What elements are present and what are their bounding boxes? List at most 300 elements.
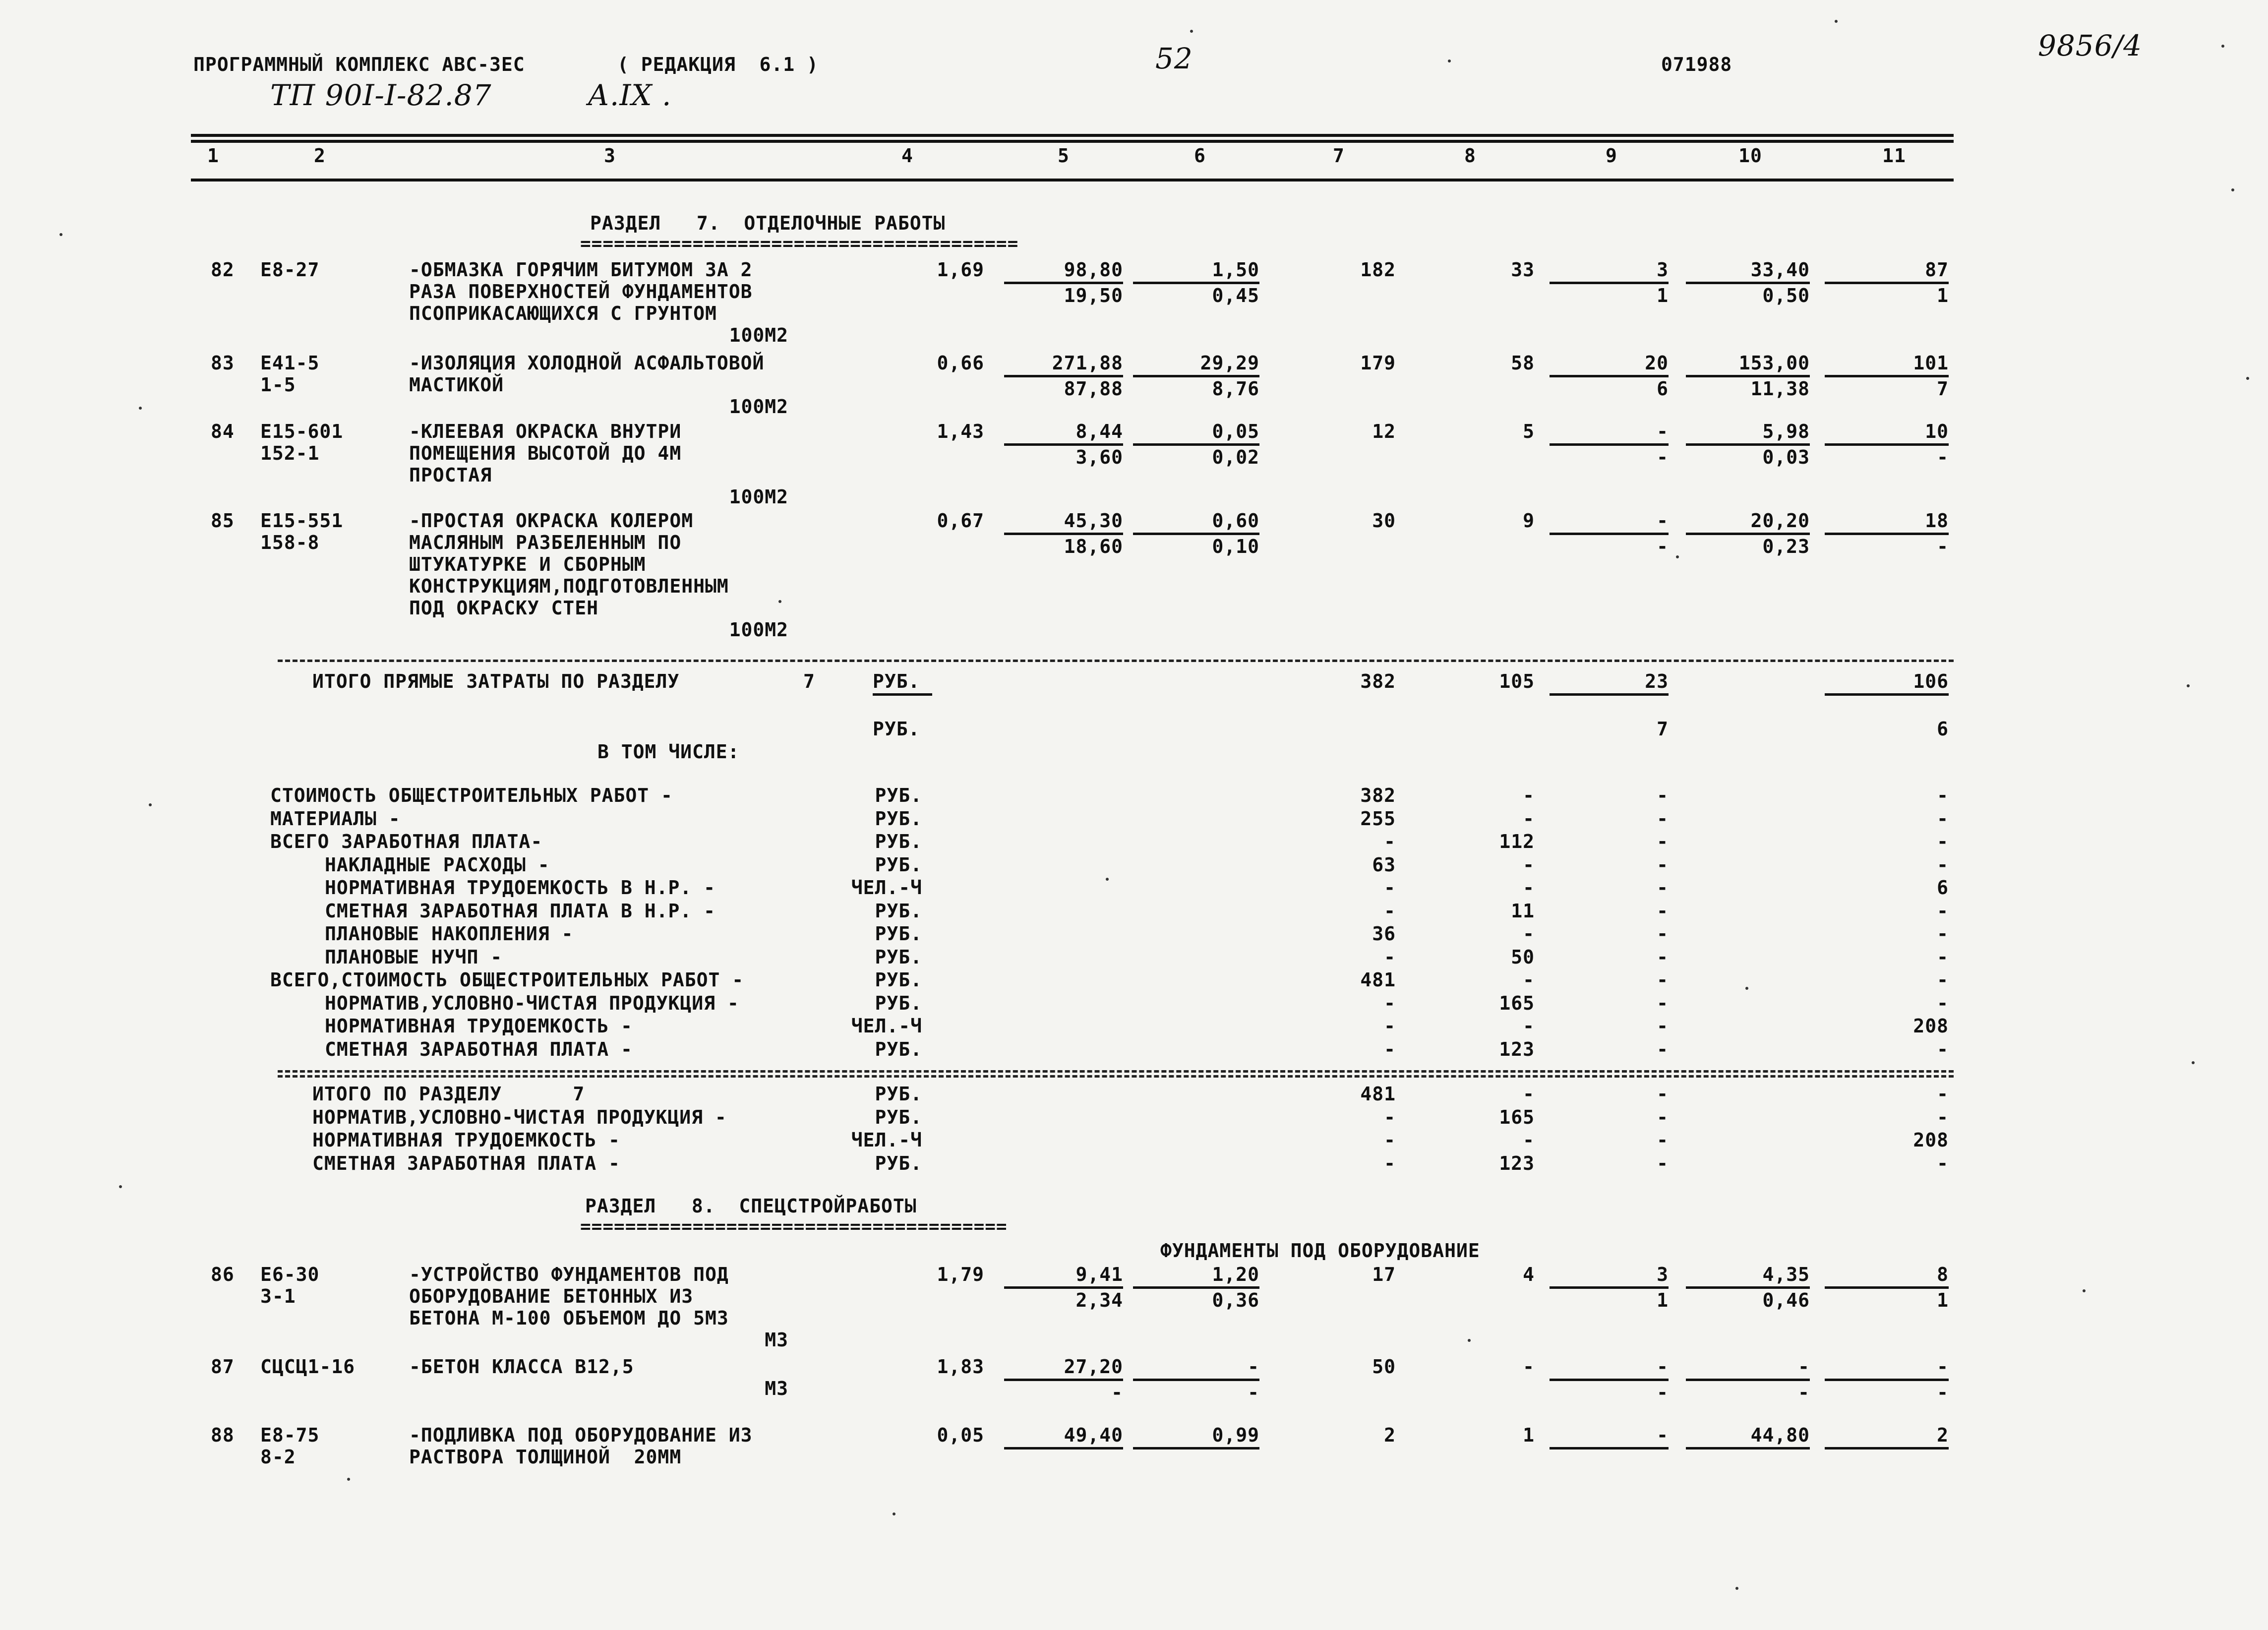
work-description: -ПОДЛИВКА ПОД ОБОРУДОВАНИЕ ИЗ xyxy=(409,1424,753,1446)
work-description: РАЗА ПОВЕРХНОСТЕЙ ФУНДАМЕНТОВ xyxy=(409,281,753,302)
value-c4: 1,69 xyxy=(937,259,984,281)
value-c7: 36 xyxy=(1372,923,1396,945)
scan-speck xyxy=(60,233,62,236)
value-c10: 44,80 xyxy=(1750,1424,1810,1446)
edition: ( РЕДАКЦИЯ 6.1 ) xyxy=(617,54,819,75)
value-c8: - xyxy=(1523,853,1535,876)
column-header: 10 xyxy=(1738,145,1762,167)
value-c8: - xyxy=(1523,923,1535,945)
itogo-direct-section: 7 xyxy=(803,670,815,692)
value-c5: 98,80 xyxy=(1064,259,1123,281)
unit: РУБ. xyxy=(875,807,922,830)
value-c8: 58 xyxy=(1511,352,1535,374)
scan-speck xyxy=(1448,60,1451,62)
value-c11: 101 xyxy=(1913,352,1949,374)
row-number: 84 xyxy=(211,421,235,442)
value-c11-sub: 1 xyxy=(1937,1289,1949,1311)
scan-speck xyxy=(1745,987,1748,990)
unit: 100М2 xyxy=(729,324,788,346)
value-c10-sub: - xyxy=(1798,1382,1810,1403)
itogo-label: ИТОГО ПО РАЗДЕЛУ 7 xyxy=(312,1083,585,1105)
value-c5: 45,30 xyxy=(1064,510,1123,532)
scan-speck xyxy=(2221,45,2224,48)
work-description: -УСТРОЙСТВО ФУНДАМЕНТОВ ПОД xyxy=(409,1264,729,1285)
scan-speck xyxy=(2192,1061,2195,1064)
value-c7: 63 xyxy=(1372,853,1396,876)
column-header: 4 xyxy=(901,145,913,167)
value-c6-sub: 0,45 xyxy=(1212,285,1259,306)
value-c9: - xyxy=(1657,969,1669,991)
value-c11: 106 xyxy=(1913,670,1949,692)
work-description: ШТУКАТУРКЕ И СБОРНЫМ xyxy=(409,553,646,575)
scan-speck xyxy=(1676,555,1679,558)
breakdown-label: СМЕТНАЯ ЗАРАБОТНАЯ ПЛАТА В Н.Р. - xyxy=(325,900,716,922)
norm-code: Е15-601 xyxy=(260,421,344,442)
value-c8: 105 xyxy=(1499,670,1535,692)
norm-code-2: 158-8 xyxy=(260,532,320,553)
work-description: РАСТВОРА ТОЛЩИНОЙ 20ММ xyxy=(409,1446,682,1468)
value-c11: - xyxy=(1937,1083,1949,1105)
unit: 100М2 xyxy=(729,396,788,418)
scan-speck xyxy=(778,600,781,603)
value-c6: 0,60 xyxy=(1212,510,1259,532)
scan-speck xyxy=(2231,188,2234,191)
column-header: 11 xyxy=(1882,145,1906,167)
value-c8: 11 xyxy=(1511,900,1535,922)
value-c11-sub: 1 xyxy=(1937,285,1949,306)
work-description: ПОМЕЩЕНИЯ ВЫСОТОЙ ДО 4М xyxy=(409,442,682,464)
value-c11: 8 xyxy=(1937,1264,1949,1285)
value-c7: - xyxy=(1384,1038,1396,1060)
value-c11: - xyxy=(1937,1038,1949,1060)
value-c10-sub: 0,46 xyxy=(1762,1289,1810,1311)
value-c9: 3 xyxy=(1657,259,1669,281)
work-description: -ОБМАЗКА ГОРЯЧИМ БИТУМОМ ЗА 2 xyxy=(409,259,753,281)
work-description: БЕТОНА М-100 ОБЪЕМОМ ДО 5М3 xyxy=(409,1307,729,1329)
value-c7: 17 xyxy=(1372,1264,1396,1285)
value-c8: 9 xyxy=(1523,510,1535,532)
value-c5: 27,20 xyxy=(1064,1356,1123,1378)
value-c9: - xyxy=(1657,1129,1669,1151)
value-c8: 50 xyxy=(1511,946,1535,968)
cell-underline xyxy=(873,693,932,696)
value-c8: 123 xyxy=(1499,1152,1535,1174)
total-rule-2 xyxy=(278,1075,1954,1078)
program-name: ПРОГРАММНЫЙ КОМПЛЕКС АВС-3ЕС xyxy=(193,54,525,75)
cell-underline xyxy=(1550,693,1669,696)
row-number: 83 xyxy=(211,352,235,374)
value-c11: - xyxy=(1937,1152,1949,1174)
cell-underline xyxy=(1133,1379,1259,1381)
value-c11-sub: 6 xyxy=(1937,718,1949,740)
column-header: 9 xyxy=(1606,145,1617,167)
breakdown-label: СМЕТНАЯ ЗАРАБОТНАЯ ПЛАТА - xyxy=(325,1038,633,1060)
value-c11: - xyxy=(1937,853,1949,876)
cell-underline xyxy=(1004,443,1123,446)
work-description: МАСТИКОЙ xyxy=(409,374,504,396)
value-c6: 1,20 xyxy=(1212,1264,1259,1285)
value-c11: 10 xyxy=(1925,421,1949,442)
value-c9: - xyxy=(1657,785,1669,806)
value-c5-sub: 3,60 xyxy=(1075,446,1123,468)
value-c8: - xyxy=(1523,969,1535,991)
column-header: 3 xyxy=(604,145,616,167)
value-c9-sub: 7 xyxy=(1657,718,1669,740)
value-c4: 1,43 xyxy=(937,421,984,442)
cell-underline xyxy=(1550,1286,1669,1289)
value-c9: 20 xyxy=(1645,352,1669,374)
value-c10: 4,35 xyxy=(1762,1264,1810,1285)
value-c7: - xyxy=(1384,946,1396,968)
value-c10-sub: 0,50 xyxy=(1762,285,1810,306)
page-number: 52 xyxy=(1155,42,1193,75)
value-c7: 382 xyxy=(1360,785,1396,806)
cell-underline xyxy=(1004,1447,1123,1449)
scan-speck xyxy=(119,1185,122,1188)
value-c9: 23 xyxy=(1645,670,1669,692)
value-c11: - xyxy=(1937,785,1949,806)
value-c5: 8,44 xyxy=(1075,421,1123,442)
value-c9-sub: - xyxy=(1657,536,1669,557)
value-c8: 1 xyxy=(1523,1424,1535,1446)
work-description: ПСОПРИКАСАЮЩИХСЯ С ГРУНТОМ xyxy=(409,302,717,324)
value-c5: 49,40 xyxy=(1064,1424,1123,1446)
unit: РУБ. xyxy=(875,923,922,945)
cell-underline xyxy=(1133,533,1259,535)
value-c11: - xyxy=(1937,831,1949,852)
value-c9: - xyxy=(1657,946,1669,968)
norm-code: Е6-30 xyxy=(260,1264,320,1285)
value-c6: 1,50 xyxy=(1212,259,1259,281)
cell-underline xyxy=(1686,282,1810,284)
unit: РУБ. xyxy=(873,670,920,692)
value-c11-sub: - xyxy=(1937,1382,1949,1403)
row-number: 88 xyxy=(211,1424,235,1446)
itogo-label: СМЕТНАЯ ЗАРАБОТНАЯ ПЛАТА - xyxy=(312,1152,620,1174)
value-c9-sub: 1 xyxy=(1657,1289,1669,1311)
unit: ЧЕЛ.-Ч xyxy=(851,877,922,899)
value-c7: 179 xyxy=(1360,352,1396,374)
value-c4: 0,05 xyxy=(937,1424,984,1446)
unit: РУБ. xyxy=(873,718,920,740)
value-c5-sub: 87,88 xyxy=(1064,378,1123,400)
unit: ЧЕЛ.-Ч xyxy=(851,1129,922,1151)
value-c11: - xyxy=(1937,807,1949,830)
value-c8: 5 xyxy=(1523,421,1535,442)
value-c7: - xyxy=(1384,1152,1396,1174)
cell-underline xyxy=(1550,1447,1669,1449)
unit: РУБ. xyxy=(875,946,922,968)
value-c7: 12 xyxy=(1372,421,1396,442)
handwritten-note: 9856/4 xyxy=(2038,29,2143,62)
value-c8: 165 xyxy=(1499,1106,1535,1128)
top-rule-2 xyxy=(191,140,1954,143)
value-c11: - xyxy=(1937,923,1949,945)
work-description: -БЕТОН КЛАССА В12,5 xyxy=(409,1356,634,1378)
cell-underline xyxy=(1825,443,1949,446)
cell-underline xyxy=(1550,282,1669,284)
value-c7: 255 xyxy=(1360,807,1396,830)
value-c11-sub: - xyxy=(1937,446,1949,468)
value-c10: 20,20 xyxy=(1750,510,1810,532)
value-c9: - xyxy=(1657,1038,1669,1060)
cell-underline xyxy=(1686,1379,1810,1381)
value-c11: 18 xyxy=(1925,510,1949,532)
value-c4: 1,83 xyxy=(937,1356,984,1378)
header-bottom-rule xyxy=(191,179,1954,181)
value-c9: - xyxy=(1657,923,1669,945)
value-c7: 30 xyxy=(1372,510,1396,532)
value-c7: - xyxy=(1384,1106,1396,1128)
value-c10: 33,40 xyxy=(1750,259,1810,281)
breakdown-label: НОРМАТИВНАЯ ТРУДОЕМКОСТЬ - xyxy=(325,1015,633,1037)
breakdown-label: ПЛАНОВЫЕ НУЧП - xyxy=(325,946,503,968)
work-description: ПОД ОКРАСКУ СТЕН xyxy=(409,597,599,619)
value-c9: - xyxy=(1657,1015,1669,1037)
value-c7: 481 xyxy=(1360,1083,1396,1105)
breakdown-label: ВСЕГО ЗАРАБОТНАЯ ПЛАТА- xyxy=(270,831,543,852)
norm-code-2: 1-5 xyxy=(260,374,296,396)
value-c11: - xyxy=(1937,900,1949,922)
value-c8: - xyxy=(1523,807,1535,830)
album-number: А.IX . xyxy=(588,78,672,112)
cell-underline xyxy=(1550,443,1669,446)
unit: РУБ. xyxy=(875,969,922,991)
cell-underline xyxy=(1825,533,1949,535)
value-c11-sub: 7 xyxy=(1937,378,1949,400)
unit: РУБ. xyxy=(875,1106,922,1128)
cell-underline xyxy=(1550,375,1669,377)
cell-underline xyxy=(1686,375,1810,377)
norm-code-2: 3-1 xyxy=(260,1285,296,1307)
value-c9: - xyxy=(1657,877,1669,899)
value-c5-sub: 18,60 xyxy=(1064,536,1123,557)
cell-underline xyxy=(1004,1379,1123,1381)
value-c11: 2 xyxy=(1937,1424,1949,1446)
value-c9: - xyxy=(1657,1083,1669,1105)
value-c7: 182 xyxy=(1360,259,1396,281)
value-c9-sub: 1 xyxy=(1657,285,1669,306)
breakdown-label: НОРМАТИВ,УСЛОВНО-ЧИСТАЯ ПРОДУКЦИЯ - xyxy=(325,992,739,1014)
value-c10: 153,00 xyxy=(1738,352,1810,374)
breakdown-label: НАКЛАДНЫЕ РАСХОДЫ - xyxy=(325,853,550,876)
value-c9: - xyxy=(1657,1152,1669,1174)
work-description: ПРОСТАЯ xyxy=(409,464,492,486)
unit: М3 xyxy=(765,1329,788,1351)
scan-speck xyxy=(1735,1587,1738,1590)
value-c5: 271,88 xyxy=(1052,352,1123,374)
value-c6: 0,99 xyxy=(1212,1424,1259,1446)
value-c9: - xyxy=(1657,853,1669,876)
value-c11: - xyxy=(1937,1356,1949,1378)
value-c7: - xyxy=(1384,1129,1396,1151)
scan-speck xyxy=(347,1478,350,1481)
value-c7: - xyxy=(1384,900,1396,922)
value-c8: - xyxy=(1523,785,1535,806)
value-c11: - xyxy=(1937,969,1949,991)
work-description: -КЛЕЕВАЯ ОКРАСКА ВНУТРИ xyxy=(409,421,682,442)
unit: РУБ. xyxy=(875,831,922,852)
value-c8: - xyxy=(1523,1015,1535,1037)
work-description: ОБОРУДОВАНИЕ БЕТОННЫХ ИЗ xyxy=(409,1285,694,1307)
column-header: 8 xyxy=(1464,145,1476,167)
section-subtitle: ФУНДАМЕНТЫ ПОД ОБОРУДОВАНИЕ xyxy=(1160,1240,1480,1262)
value-c10-sub: 0,03 xyxy=(1762,446,1810,468)
scan-speck xyxy=(2246,377,2249,380)
norm-code: Е8-75 xyxy=(260,1424,320,1446)
cell-underline xyxy=(1004,375,1123,377)
norm-code-2: 8-2 xyxy=(260,1446,296,1468)
value-c9: - xyxy=(1657,900,1669,922)
value-c6-sub: 0,10 xyxy=(1212,536,1259,557)
cell-underline xyxy=(1825,693,1949,696)
value-c10: - xyxy=(1798,1356,1810,1378)
cell-underline xyxy=(1550,1379,1669,1381)
cell-underline xyxy=(1825,1447,1949,1449)
value-c9: - xyxy=(1657,831,1669,852)
row-number: 86 xyxy=(211,1264,235,1285)
unit: РУБ. xyxy=(875,992,922,1014)
unit: РУБ. xyxy=(875,1083,922,1105)
value-c9-sub: 6 xyxy=(1657,378,1669,400)
cell-underline xyxy=(1133,1286,1259,1289)
value-c5-sub: 2,34 xyxy=(1075,1289,1123,1311)
document-code: 071988 xyxy=(1661,54,1732,75)
value-c10-sub: 11,38 xyxy=(1750,378,1810,400)
row-number: 87 xyxy=(211,1356,235,1378)
value-c7: 50 xyxy=(1372,1356,1396,1378)
value-c8: 123 xyxy=(1499,1038,1535,1060)
cell-underline xyxy=(1133,375,1259,377)
value-c8: - xyxy=(1523,877,1535,899)
unit: РУБ. xyxy=(875,1038,922,1060)
value-c5-sub: - xyxy=(1111,1382,1123,1403)
work-description: -ПРОСТАЯ ОКРАСКА КОЛЕРОМ xyxy=(409,510,694,532)
value-c7: - xyxy=(1384,992,1396,1014)
value-c11: 208 xyxy=(1913,1015,1949,1037)
unit: 100М2 xyxy=(729,486,788,508)
value-c11: 6 xyxy=(1937,877,1949,899)
value-c8: - xyxy=(1523,1083,1535,1105)
cell-underline xyxy=(1686,533,1810,535)
value-c8: 112 xyxy=(1499,831,1535,852)
work-description: -ИЗОЛЯЦИЯ ХОЛОДНОЙ АСФАЛЬТОВОЙ xyxy=(409,352,765,374)
column-header: 2 xyxy=(314,145,326,167)
value-c6-sub: 0,02 xyxy=(1212,446,1259,468)
itogo-direct-label: ИТОГО ПРЯМЫЕ ЗАТРАТЫ ПО РАЗДЕЛУ xyxy=(312,670,680,692)
unit: ЧЕЛ.-Ч xyxy=(851,1015,922,1037)
section-title: РАЗДЕЛ 8. СПЕЦСТРОЙРАБОТЫ xyxy=(585,1195,917,1217)
value-c5-sub: 19,50 xyxy=(1064,285,1123,306)
including-label: В ТОМ ЧИСЛЕ: xyxy=(597,741,740,763)
value-c11-sub: - xyxy=(1937,536,1949,557)
value-c9-sub: - xyxy=(1657,446,1669,468)
value-c11: - xyxy=(1937,1106,1949,1128)
value-c9: 3 xyxy=(1657,1264,1669,1285)
scan-speck xyxy=(1106,878,1109,881)
unit: РУБ. xyxy=(875,785,922,806)
norm-code: Е15-551 xyxy=(260,510,344,532)
row-number: 85 xyxy=(211,510,235,532)
top-rule xyxy=(191,134,1954,137)
scan-speck xyxy=(1190,30,1193,33)
cell-underline xyxy=(1133,443,1259,446)
cell-underline xyxy=(1686,1286,1810,1289)
section-underline: ======================================= xyxy=(580,234,1019,254)
subtotal-rule xyxy=(278,660,1954,662)
value-c5: 9,41 xyxy=(1075,1264,1123,1285)
value-c10-sub: 0,23 xyxy=(1762,536,1810,557)
cell-underline xyxy=(1004,1286,1123,1289)
value-c7: 2 xyxy=(1384,1424,1396,1446)
total-rule xyxy=(278,1070,1954,1073)
value-c7: - xyxy=(1384,1015,1396,1037)
cell-underline xyxy=(1004,282,1123,284)
column-header: 7 xyxy=(1333,145,1345,167)
breakdown-label: ПЛАНОВЫЕ НАКОПЛЕНИЯ - xyxy=(325,923,574,945)
scan-speck xyxy=(2187,684,2190,687)
value-c9: - xyxy=(1657,1356,1669,1378)
value-c6-sub: 0,36 xyxy=(1212,1289,1259,1311)
norm-code: СЦСЦ1-16 xyxy=(260,1356,356,1378)
work-description: КОНСТРУКЦИЯМ,ПОДГОТОВЛЕННЫМ xyxy=(409,575,729,597)
cell-underline xyxy=(1825,282,1949,284)
unit: РУБ. xyxy=(875,1152,922,1174)
value-c7: 481 xyxy=(1360,969,1396,991)
breakdown-label: СТОИМОСТЬ ОБЩЕСТРОИТЕЛЬНЫХ РАБОТ - xyxy=(270,785,673,806)
value-c10: 5,98 xyxy=(1762,421,1810,442)
column-header: 6 xyxy=(1194,145,1206,167)
column-header: 5 xyxy=(1058,145,1070,167)
scan-speck xyxy=(1835,20,1838,23)
value-c4: 0,67 xyxy=(937,510,984,532)
value-c6: 29,29 xyxy=(1200,352,1259,374)
value-c8: 165 xyxy=(1499,992,1535,1014)
value-c9-sub: - xyxy=(1657,1382,1669,1403)
value-c11: 208 xyxy=(1913,1129,1949,1151)
value-c4: 0,66 xyxy=(937,352,984,374)
value-c8: 33 xyxy=(1511,259,1535,281)
value-c9: - xyxy=(1657,1106,1669,1128)
cell-underline xyxy=(1133,1447,1259,1449)
value-c9: - xyxy=(1657,421,1669,442)
section-underline: ====================================== xyxy=(580,1216,1008,1237)
itogo-label: НОРМАТИВ,УСЛОВНО-ЧИСТАЯ ПРОДУКЦИЯ - xyxy=(312,1106,727,1128)
breakdown-label: МАТЕРИАЛЫ - xyxy=(270,807,401,830)
value-c9: - xyxy=(1657,1424,1669,1446)
cell-underline xyxy=(1550,533,1669,535)
cell-underline xyxy=(1004,533,1123,535)
value-c4: 1,79 xyxy=(937,1264,984,1285)
value-c8: - xyxy=(1523,1356,1535,1378)
value-c6: - xyxy=(1248,1356,1259,1378)
work-description: МАСЛЯНЫМ РАЗБЕЛЕННЫМ ПО xyxy=(409,532,682,553)
cell-underline xyxy=(1686,443,1810,446)
unit: 100М2 xyxy=(729,619,788,641)
scan-speck xyxy=(139,407,142,410)
cell-underline xyxy=(1825,1286,1949,1289)
value-c7: 382 xyxy=(1360,670,1396,692)
breakdown-label: ВСЕГО,СТОИМОСТЬ ОБЩЕСТРОИТЕЛЬНЫХ РАБОТ - xyxy=(270,969,744,991)
row-number: 82 xyxy=(211,259,235,281)
value-c7: - xyxy=(1384,877,1396,899)
norm-code-2: 152-1 xyxy=(260,442,320,464)
value-c6-sub: - xyxy=(1248,1382,1259,1403)
scan-speck xyxy=(149,803,152,806)
value-c6-sub: 8,76 xyxy=(1212,378,1259,400)
project-number: ТП 90I-I-82.87 xyxy=(270,78,492,112)
norm-code: Е41-5 xyxy=(260,352,320,374)
